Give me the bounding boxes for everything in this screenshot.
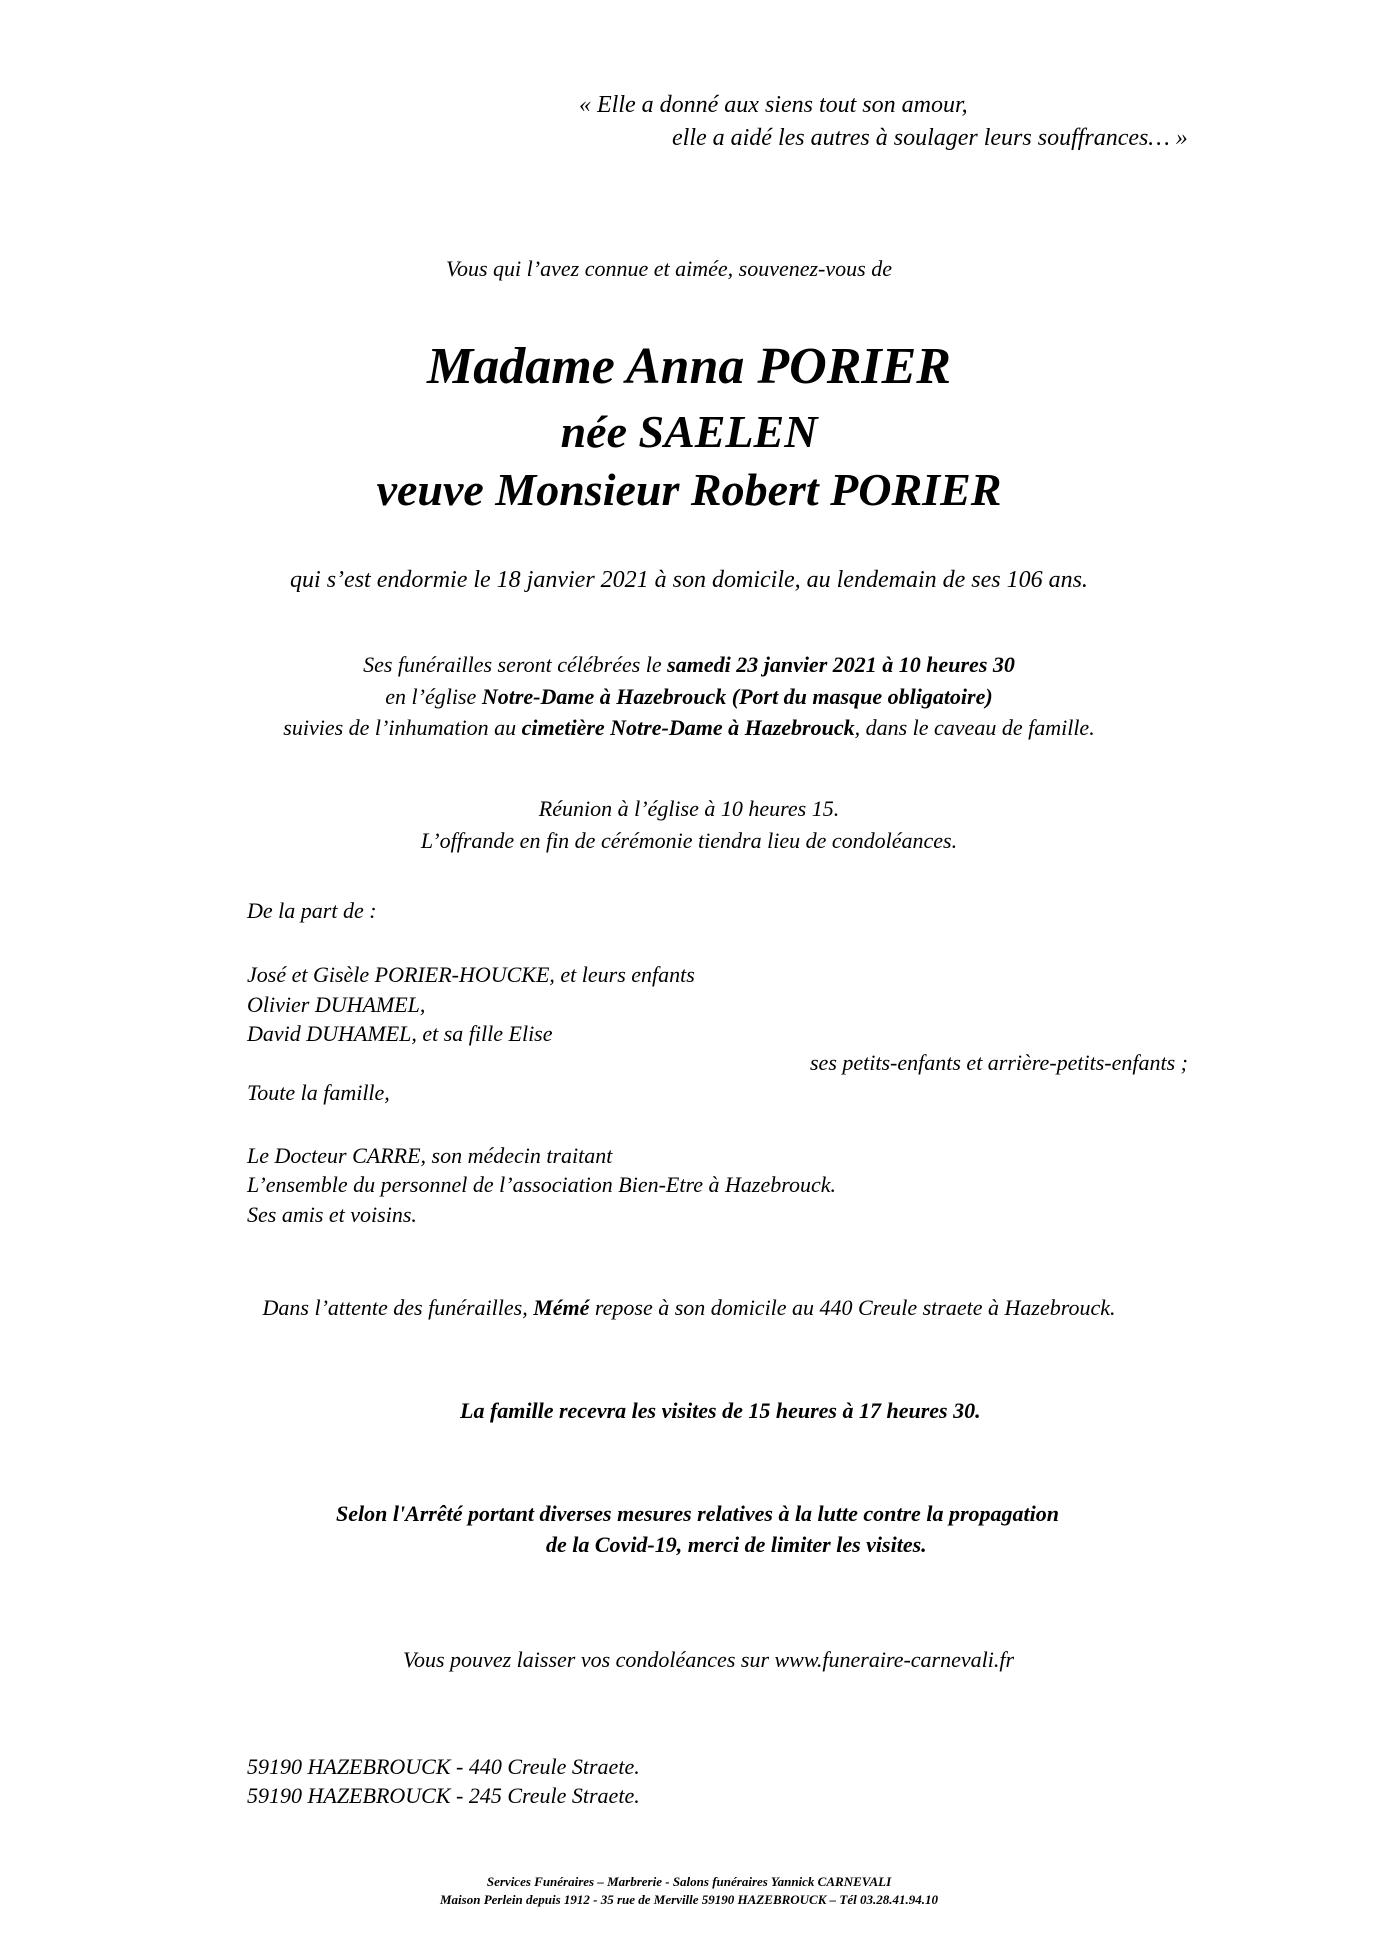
condolences-notice: Vous pouvez laisser vos condoléances sur www.funeraire-carnevali.fr <box>403 1647 1015 1672</box>
deceased-name: Madame Anna PORIER <box>427 338 951 395</box>
family-line-2: Olivier DUHAMEL, <box>247 992 426 1017</box>
others-line-3: Ses amis et voisins. <box>247 1202 417 1227</box>
family-line-1: José et Gisèle PORIER-HOUCKE, et leurs enfants <box>247 962 695 987</box>
meeting-line-1: Réunion à l’église à 10 heures 15. <box>538 796 840 821</box>
deceased-maiden-name: née SAELEN <box>560 406 818 457</box>
footer-line-1: Services Funéraires – Marbrerie - Salons funéraires Yannick CARNEVALI <box>486 1874 892 1889</box>
family-line-3: David DUHAMEL, et sa fille Elise <box>247 1021 553 1046</box>
funeral-line-3 <box>0 713 1378 743</box>
meeting-line-2: L’offrande en fin de cérémonie tiendra lieu de condoléances. <box>420 828 958 853</box>
burial-cemetery: cimetière Notre-Dame à Hazebrouck <box>521 715 855 740</box>
address-line: 59190 HAZEBROUCK - 440 Creule Straete. <box>247 1754 640 1779</box>
covid-line-1: Selon l'Arrêté portant diverses mesures relatives à la lutte contre la propagation <box>336 1501 1059 1526</box>
intro-text: Vous qui l’avez connue et aimée, souvenez-vous de <box>446 256 892 281</box>
funeral-line-1 <box>0 650 1378 680</box>
address-line: 59190 HAZEBROUCK - 245 Creule Straete. <box>247 1783 640 1808</box>
rest-intro: Dans l’attente des funérailles, <box>262 1295 534 1320</box>
burial-intro: suivies de l’inhumation au <box>283 715 522 740</box>
epigraph-line-1: « Elle a donné aux siens tout son amour, <box>579 92 968 118</box>
family-whole: Toute la famille, <box>247 1080 390 1105</box>
funeral-church-intro: en l’église <box>385 684 482 709</box>
deceased-widow-of: veuve Monsieur Robert PORIER <box>376 464 1002 515</box>
funeral-line-2 <box>0 682 1378 712</box>
rest-details: repose à son domicile au 440 Creule straete à Hazebrouck. <box>589 1295 1116 1320</box>
from-label: De la part de : <box>247 898 377 923</box>
funeral-church: Notre-Dame à Hazebrouck (Port du masque obligatoire) <box>481 684 993 709</box>
visits-notice: La famille recevra les visites de 15 heures à 17 heures 30. <box>460 1398 981 1423</box>
rest-notice <box>0 1293 1378 1323</box>
death-notice: qui s’est endormie le 18 janvier 2021 à son domicile, au lendemain de ses 106 ans. <box>290 567 1088 593</box>
others-line-1: Le Docteur CARRE, son médecin traitant <box>247 1143 613 1168</box>
funeral-date: samedi 23 janvier 2021 à 10 heures 30 <box>667 652 1015 677</box>
epigraph-line-2: elle a aidé les autres à soulager leurs souffrances… » <box>672 125 1188 151</box>
funeral-date-intro: Ses funérailles seront célébrées le <box>363 652 668 677</box>
rest-name: Mémé <box>533 1295 590 1320</box>
footer-line-2: Maison Perlein depuis 1912 - 35 rue de Merville 59190 HAZEBROUCK – Tél 03.28.41.94.10 <box>440 1892 938 1907</box>
others-line-2: L’ensemble du personnel de l’association Bien-Etre à Hazebrouck. <box>247 1172 836 1197</box>
family-grandchildren: ses petits-enfants et arrière-petits-enfants ; <box>810 1050 1189 1075</box>
burial-details: , dans le caveau de famille. <box>854 715 1095 740</box>
covid-line-2: de la Covid-19, merci de limiter les visites. <box>546 1532 927 1557</box>
